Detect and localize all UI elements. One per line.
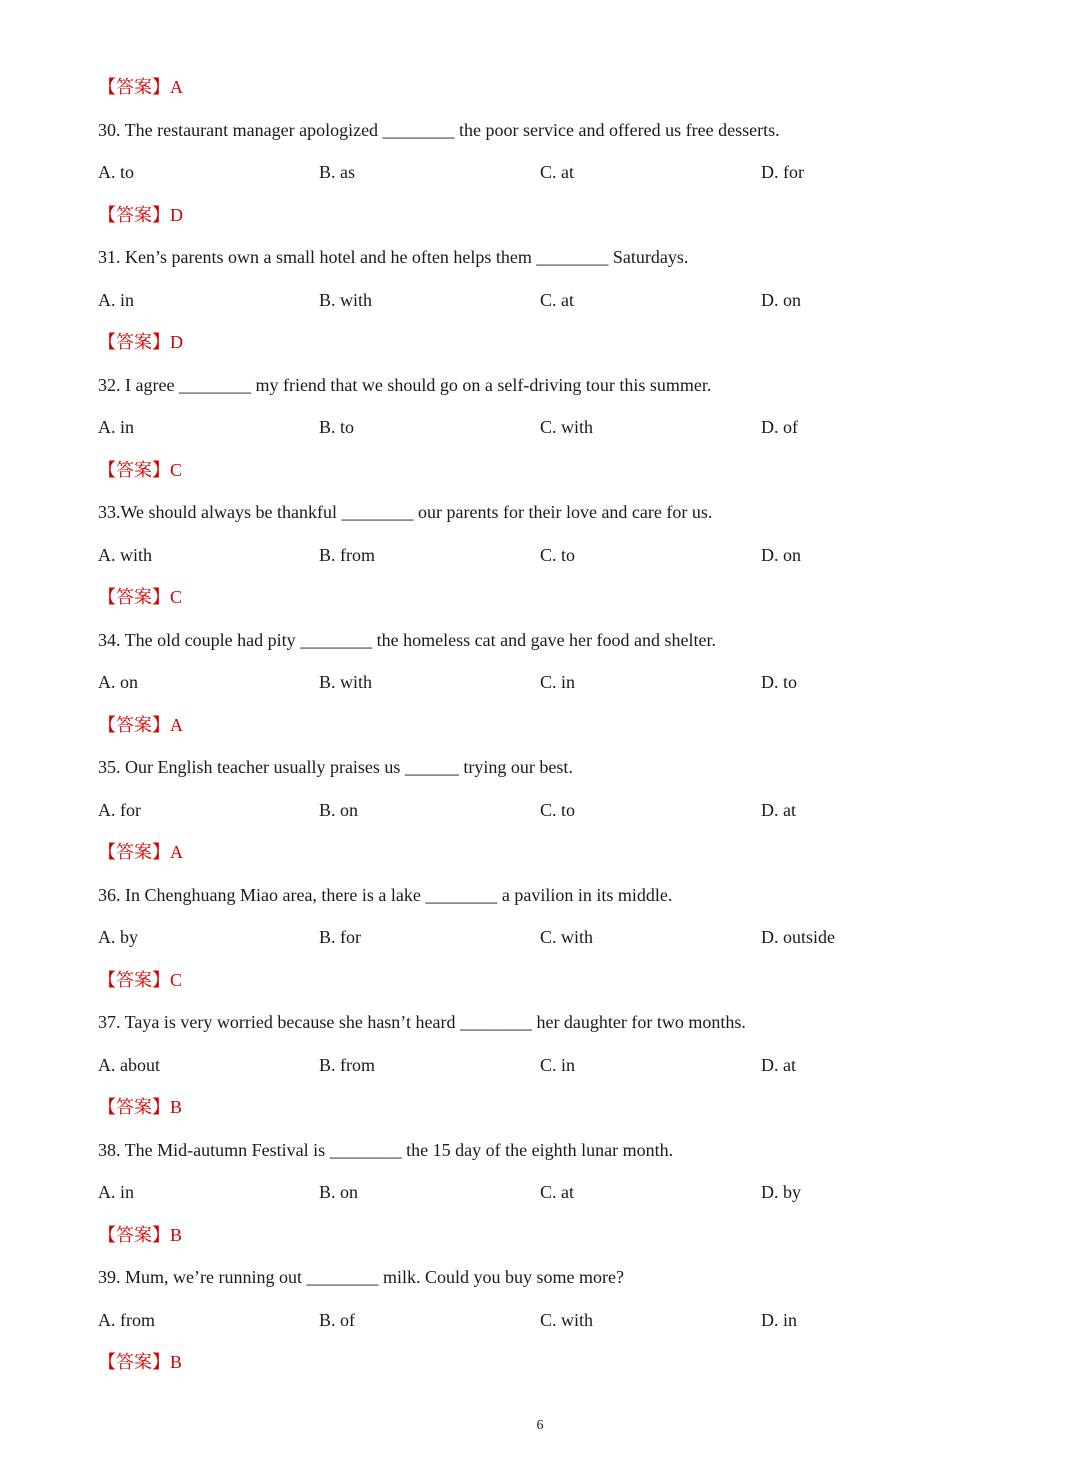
answer-label: 【答案】: [98, 714, 170, 735]
option-b: B. for: [319, 927, 361, 947]
option-c: C. at: [540, 289, 574, 310]
option-c: C. at: [540, 1182, 574, 1202]
answer-line: [98, 1341, 998, 1384]
option-d: D. on: [761, 289, 801, 310]
option-c: C. in: [540, 1054, 576, 1075]
option-row: [98, 1044, 998, 1087]
answer-value: A: [170, 77, 183, 97]
question-stem: 35. Our English teacher usually praises us ______ trying our best.: [98, 757, 573, 777]
option-b: B. with: [319, 289, 373, 310]
question-stem: 30. The restaurant manager apologized ________ the poor service and offered us free desserts.: [98, 119, 780, 140]
question-stem: 38. The Mid-autumn Festival is ________ the 15 day of the eighth lunar month.: [98, 1139, 674, 1160]
option-c: C. with: [540, 927, 594, 947]
answer-value: B: [170, 1097, 183, 1117]
question-stem: 33.We should always be thankful ________ our parents for their love and care for us.: [98, 502, 713, 522]
answer-label: 【答案】: [98, 842, 170, 862]
option-d: D. by: [761, 1182, 801, 1202]
option-a: A. to: [98, 162, 134, 182]
answer-value: B: [170, 1224, 183, 1245]
option-b: B. from: [319, 1054, 375, 1075]
option-a: A. for: [98, 799, 141, 820]
question-stem: 31. Ken’s parents own a small hotel and he often helps them ________ Saturdays.: [98, 247, 689, 267]
option-c: C. in: [540, 672, 576, 692]
answer-label: 【答案】: [98, 1224, 170, 1245]
option-b: B. to: [319, 417, 355, 437]
option-row: [98, 406, 998, 449]
page-number: 6: [536, 1418, 544, 1433]
answer-line: [98, 704, 998, 747]
option-a: A. in: [98, 1182, 134, 1202]
answer-value: C: [170, 969, 183, 990]
option-a: A. by: [98, 927, 138, 947]
answer-label: 【答案】: [98, 77, 170, 97]
option-d: D. for: [761, 162, 804, 182]
option-a: A. from: [98, 1309, 155, 1330]
answer-line: [98, 449, 998, 492]
option-row: [98, 151, 998, 194]
option-a: A. about: [98, 1054, 160, 1075]
answer-label: 【答案】: [98, 459, 170, 480]
answer-label: 【答案】: [98, 587, 170, 607]
answer-line: [98, 321, 998, 364]
answer-line: [98, 1086, 998, 1129]
option-b: B. as: [319, 162, 355, 182]
option-c: C. to: [540, 544, 576, 565]
option-d: D. at: [761, 799, 796, 820]
option-c: C. with: [540, 417, 594, 437]
option-d: D. to: [761, 672, 797, 692]
answer-value: C: [170, 587, 183, 607]
option-b: B. of: [319, 1309, 355, 1330]
option-b: B. on: [319, 799, 359, 820]
option-row: [98, 661, 998, 704]
question-stem: 37. Taya is very worried because she hasn’t heard ________ her daughter for two months.: [98, 1012, 746, 1032]
answer-line: [98, 66, 998, 109]
answer-label: 【答案】: [98, 1097, 170, 1117]
option-d: D. in: [761, 1309, 797, 1330]
option-c: C. to: [540, 799, 576, 820]
question-stem: 36. In Chenghuang Miao area, there is a lake ________ a pavilion in its middle.: [98, 884, 673, 905]
option-row: [98, 534, 998, 577]
option-a: A. in: [98, 417, 134, 437]
answer-line: [98, 194, 998, 237]
option-d: D. of: [761, 417, 798, 437]
answer-line: [98, 959, 998, 1002]
answer-value: C: [170, 459, 183, 480]
question-list: [98, 66, 998, 1384]
option-a: A. with: [98, 544, 152, 565]
option-row: [98, 916, 998, 959]
option-b: B. from: [319, 544, 375, 565]
answer-value: B: [170, 1352, 183, 1372]
answer-label: 【答案】: [98, 1352, 170, 1372]
answer-label: 【答案】: [98, 969, 170, 990]
answer-value: D: [170, 204, 183, 225]
answer-label: 【答案】: [98, 204, 170, 225]
option-row: [98, 789, 998, 832]
option-c: C. at: [540, 162, 574, 182]
answer-line: [98, 1214, 998, 1257]
option-row: [98, 1299, 998, 1342]
question-stem: 34. The old couple had pity ________ the homeless cat and gave her food and shelter.: [98, 629, 717, 650]
question-stem: 39. Mum, we’re running out ________ milk. Could you buy some more?: [98, 1267, 624, 1287]
option-d: D. outside: [761, 927, 835, 947]
option-a: A. on: [98, 672, 138, 692]
answer-line: [98, 576, 998, 619]
option-row: [98, 279, 998, 322]
option-row: [98, 1171, 998, 1214]
option-d: D. on: [761, 544, 801, 565]
answer-value: A: [170, 714, 183, 735]
answer-value: D: [170, 332, 183, 352]
answer-value: A: [170, 842, 183, 862]
answer-line: [98, 831, 998, 874]
answer-label: 【答案】: [98, 332, 170, 352]
option-a: A. in: [98, 289, 134, 310]
option-d: D. at: [761, 1054, 796, 1075]
question-stem: 32. I agree ________ my friend that we should go on a self-driving tour this summer.: [98, 374, 712, 395]
option-b: B. on: [319, 1182, 359, 1202]
option-b: B. with: [319, 672, 373, 692]
option-c: C. with: [540, 1309, 594, 1330]
